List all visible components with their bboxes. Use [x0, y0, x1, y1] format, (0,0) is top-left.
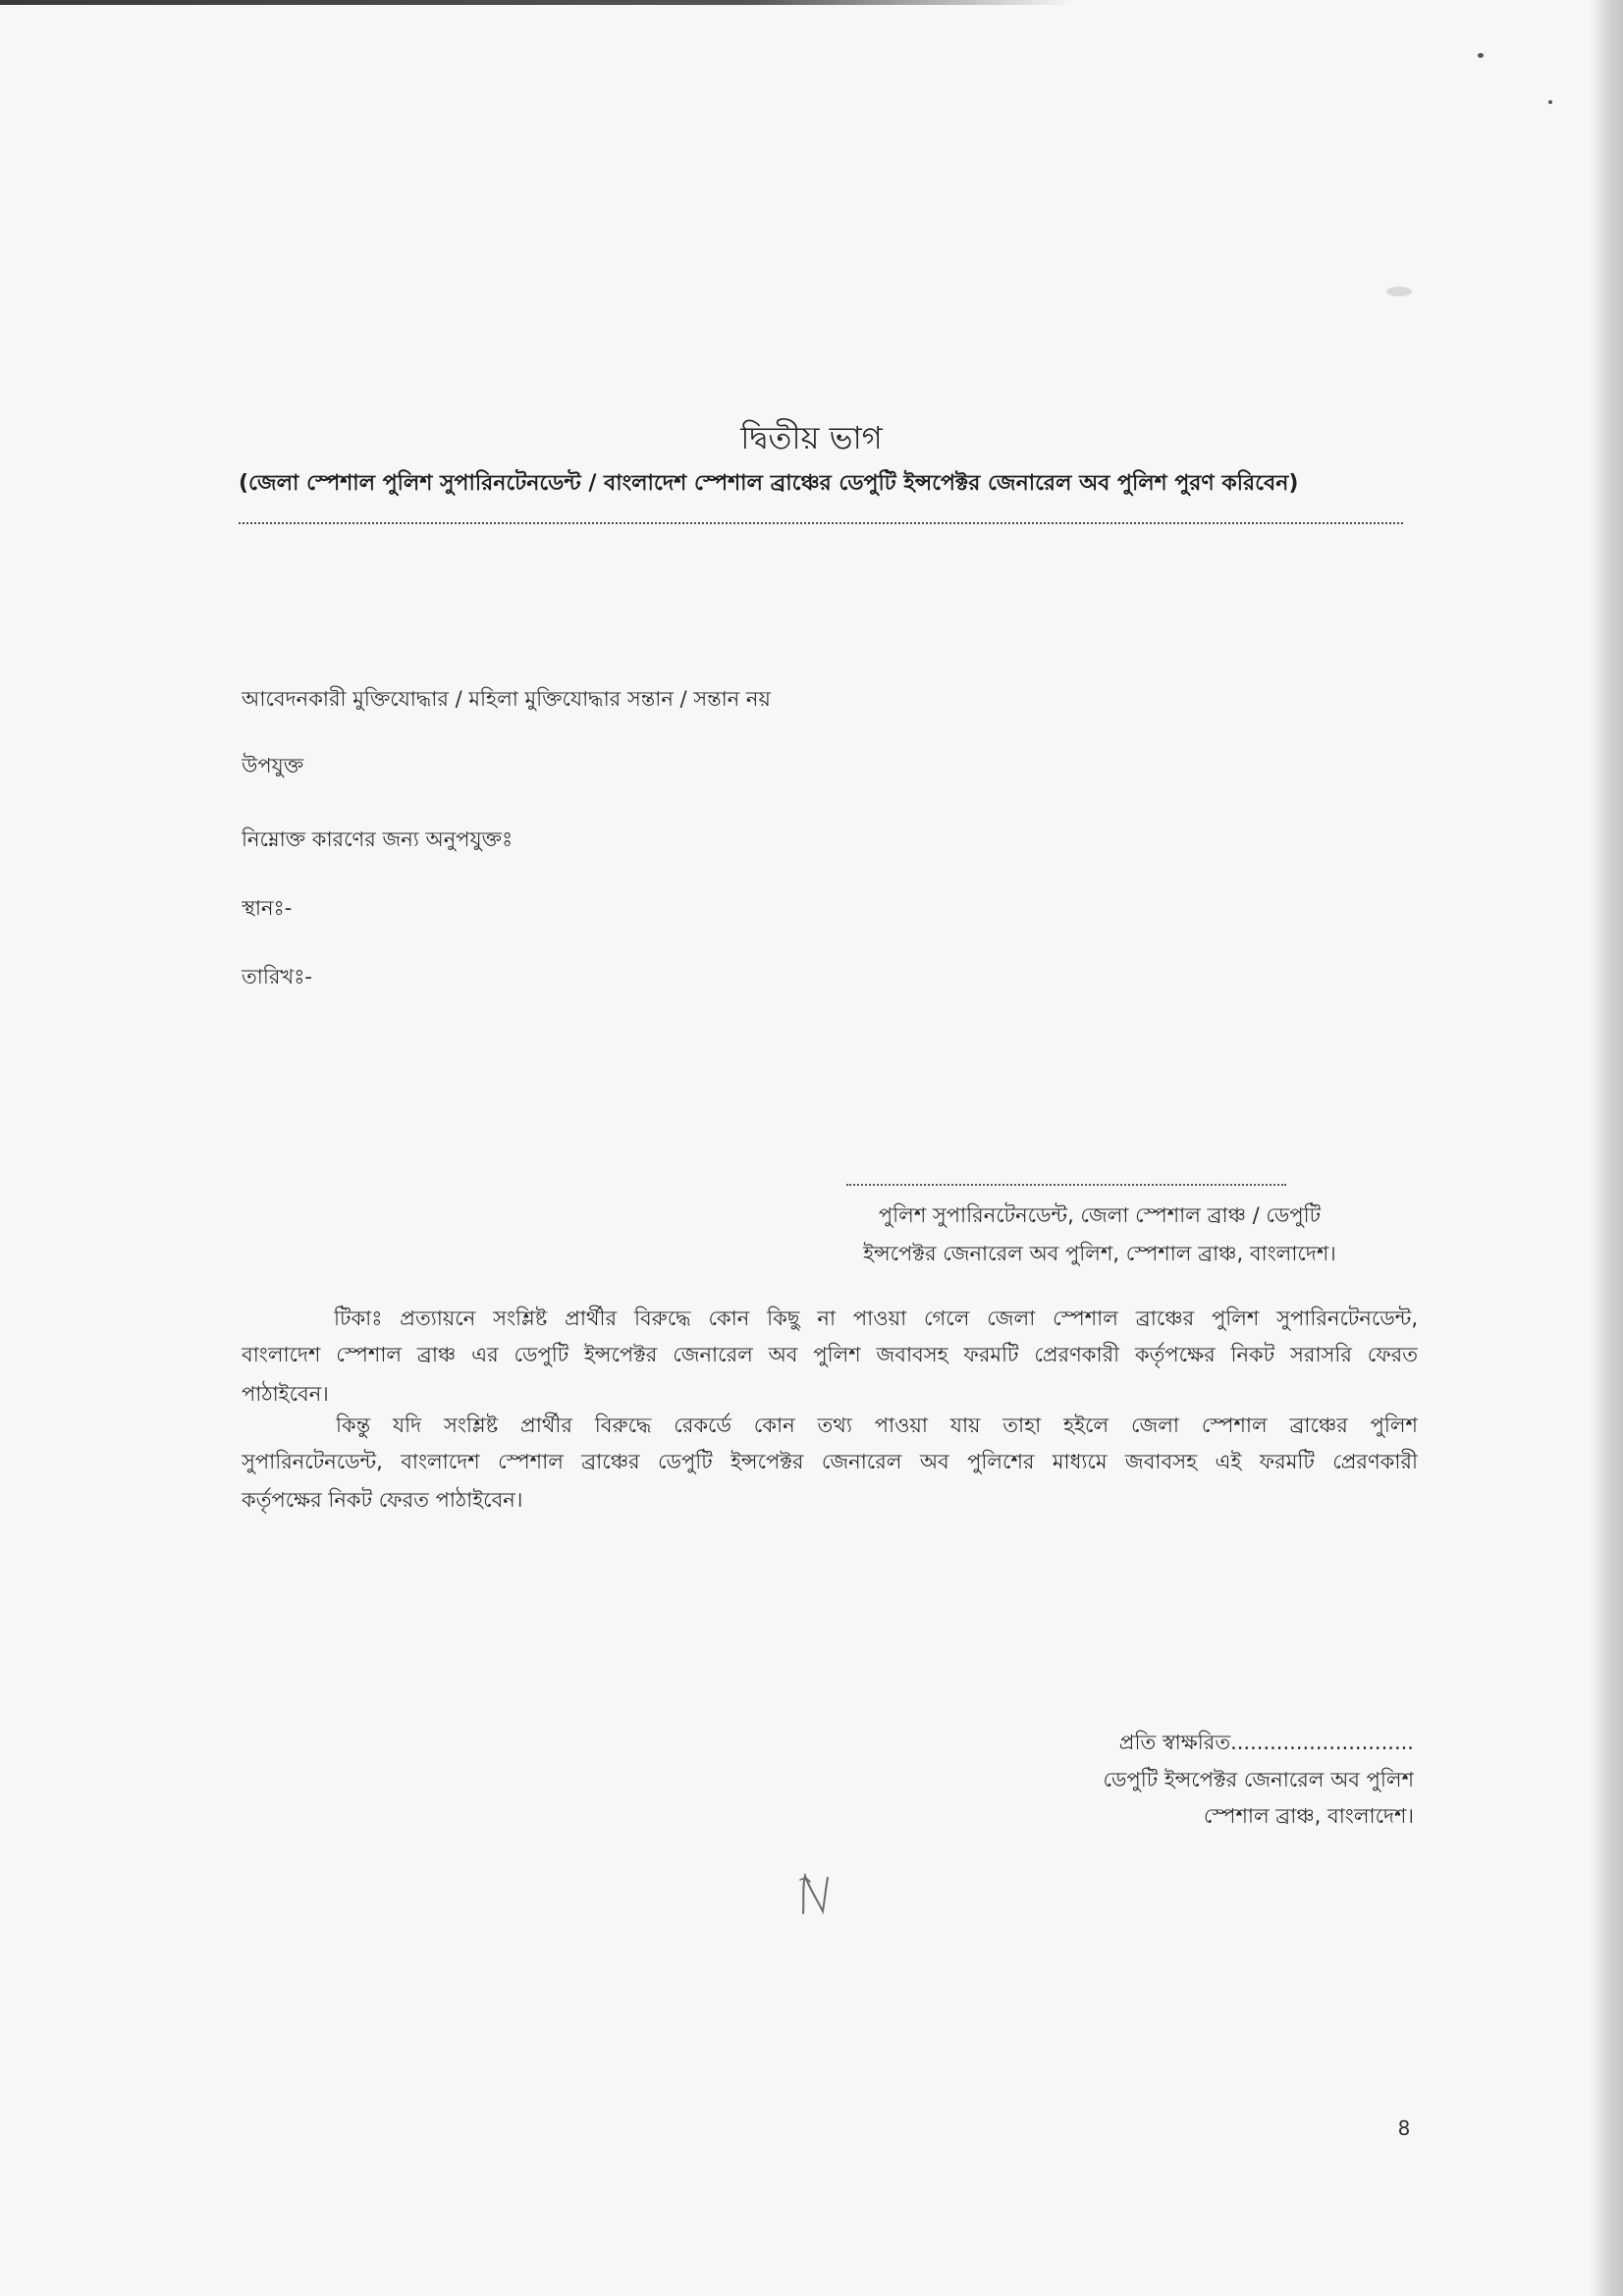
countersign-label: প্রতি স্বাক্ষরিত............................	[1118, 1731, 1414, 1754]
scan-top-edge	[0, 0, 1075, 5]
applicant-status-line: আবেদনকারী মুক্তিযোদ্ধার / মহিলা মুক্তিযোদ্ধার সন্তান / সন্তান নয়	[242, 687, 771, 711]
date-line: তারিখঃ-	[242, 965, 312, 988]
signature-dotted-line	[846, 1184, 1286, 1186]
scan-speck	[1386, 287, 1412, 296]
suitable-line: উপযুক্ত	[242, 754, 304, 777]
countersign-title-line-2: স্পেশাল ব্রাঞ্চ, বাংলাদেশ।	[1203, 1804, 1414, 1828]
note-2-line-1: কিন্তু যদি সংশ্লিষ্ট প্রার্থীর বিরুদ্ধে রেকর্ডে কোন তথ্য পাওয়া যায় তাহা হইলে জেলা স্পেশাল ব্রাঞ্চের পুলিশ	[336, 1414, 1418, 1437]
dotted-divider	[239, 522, 1403, 524]
page-title: দ্বিতীয় ভাগ	[740, 419, 883, 456]
page-subtitle: (জেলা স্পেশাল পুলিশ সুপারিনটেনডেন্ট / বাংলাদেশ স্পেশাল ব্রাঞ্চের ডেপুটি ইন্সপেক্টর জেনারেল অব পুলিশ পুরণ করিবেন)	[239, 471, 1299, 496]
signature-title-line-1: পুলিশ সুপারিনটেনডেন্ট, জেলা স্পেশাল ব্রাঞ্চ / ডেপুটি	[878, 1203, 1322, 1227]
place-line: স্থানঃ-	[242, 896, 293, 920]
handwritten-initial	[795, 1870, 835, 1921]
countersign-title-line-1: ডেপুটি ইন্সপেক্টর জেনারেল অব পুলিশ	[1103, 1768, 1414, 1791]
note-1-line-3: পাঠাইবেন।	[242, 1382, 329, 1406]
unsuitable-line: নিম্নোক্ত কারণের জন্য অনুপযুক্তঃ	[242, 828, 514, 851]
scan-right-edge	[1590, 0, 1623, 2296]
scan-speck	[1548, 100, 1552, 104]
note-2-line-2: সুপারিনটেনডেন্ট, বাংলাদেশ স্পেশাল ব্রাঞ্চের ডেপুটি ইন্সপেক্টর জেনারেল অব পুলিশের মাধ্যমে জবাবসহ এই ফরমটি প্রেরণকারী	[242, 1450, 1418, 1473]
page-number: 8	[1397, 2116, 1411, 2140]
note-1-line-2: বাংলাদেশ স্পেশাল ব্রাঞ্চ এর ডেপুটি ইন্সপেক্টর জেনারেল অব পুলিশ জবাবসহ ফরমটি প্রেরণকারী কর্তৃপক্ষের নিকট সরাসরি ফেরত	[242, 1343, 1418, 1366]
signature-title-line-2: ইন্সপেক্টর জেনারেল অব পুলিশ, স্পেশাল ব্রাঞ্চ, বাংলাদেশ।	[863, 1242, 1336, 1265]
note-2-line-3: কর্তৃপক্ষের নিকট ফেরত পাঠাইবেন।	[242, 1488, 523, 1512]
scan-speck	[1478, 53, 1484, 58]
note-1-line-1: টিকাঃ প্রত্যায়নে সংশ্লিষ্ট প্রার্থীর বিরুদ্ধে কোন কিছু না পাওয়া গেলে জেলা স্পেশাল ব্রাঞ্চের পুলিশ সুপারিনটেনডেন্ট,	[334, 1307, 1418, 1330]
